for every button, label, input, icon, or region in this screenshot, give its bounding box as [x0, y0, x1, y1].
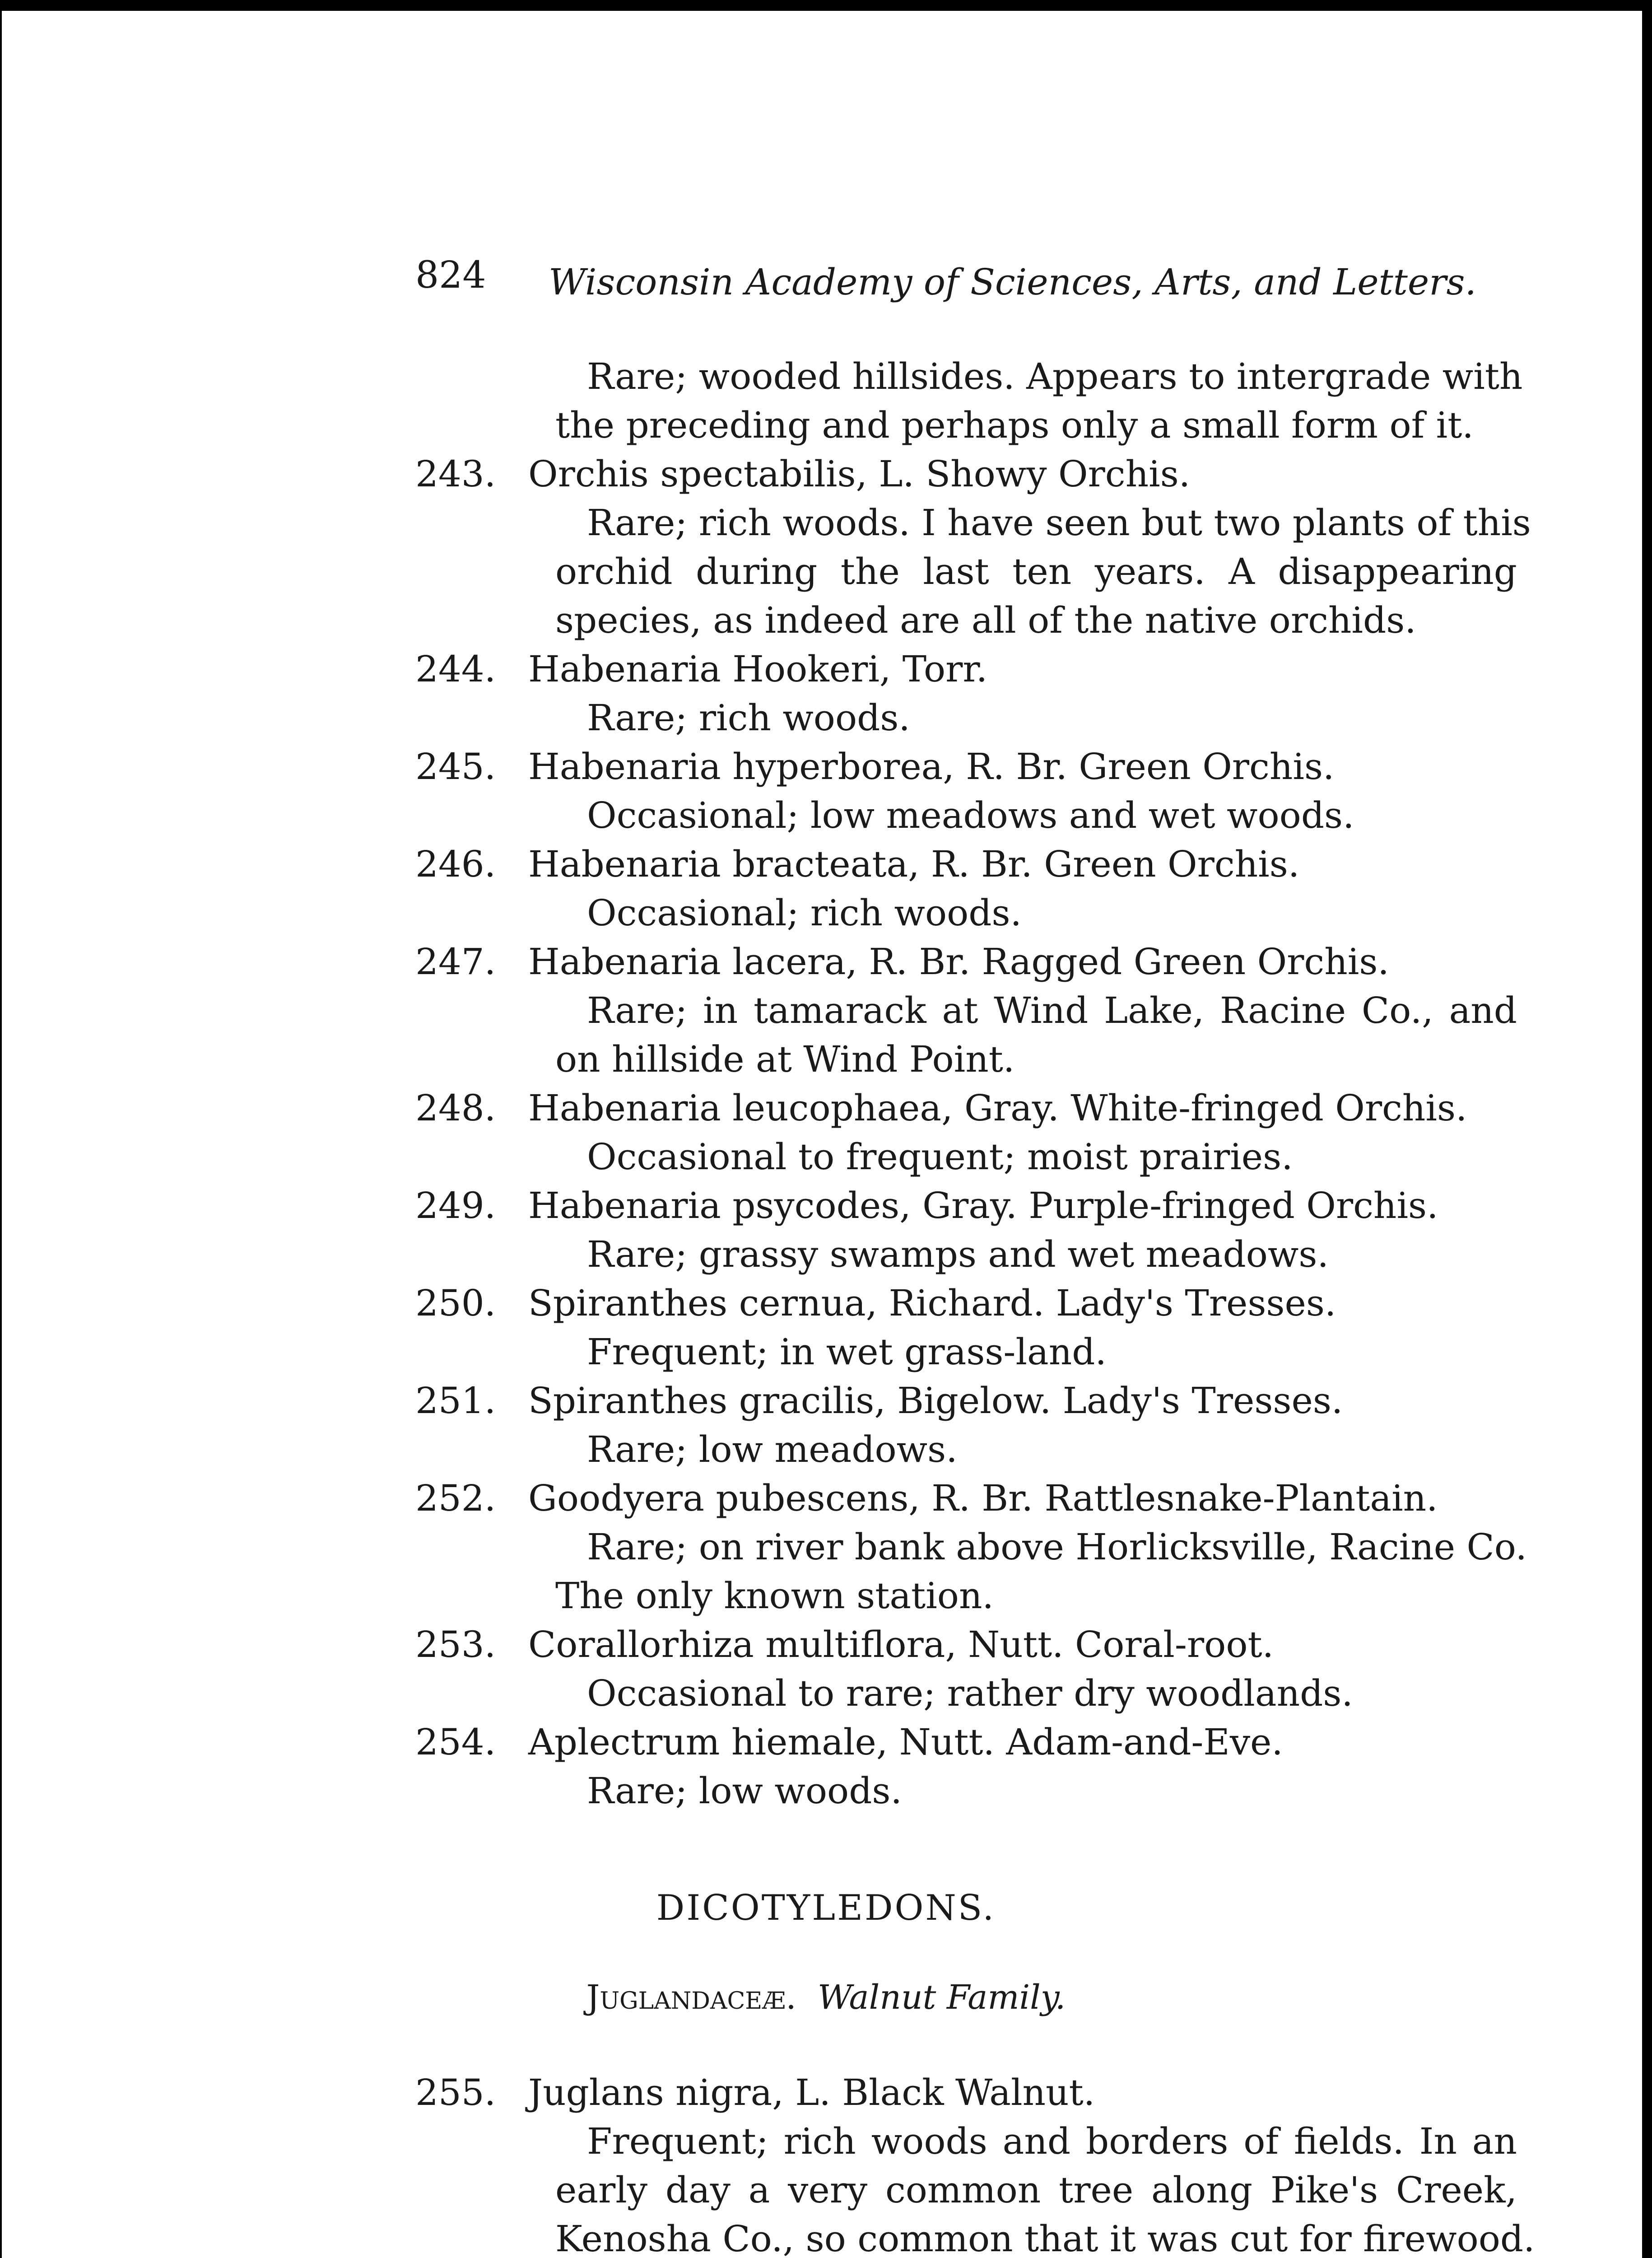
entry-251 [415, 1376, 1343, 1425]
entry-number: 253. [415, 1624, 496, 1666]
entry-desc: Frequent; rich woods and borders of fields. In an [587, 2120, 1517, 2162]
entry-name: Habenaria bracteata, R. Br. Green Orchis. [528, 843, 1300, 885]
entry-desc: Occasional; rich woods. [587, 892, 1022, 934]
entry-number: 249. [415, 1185, 496, 1227]
entry-number: 246. [415, 843, 496, 885]
entry-desc: Frequent; in wet grass-land. [587, 1331, 1107, 1373]
entry-desc: Occasional to frequent; moist prairies. [587, 1136, 1293, 1178]
entry-244 [415, 645, 987, 694]
entry-name: Corallorhiza multiflora, Nutt. Coral-root. [528, 1624, 1274, 1666]
entry-name: Habenaria hyperborea, R. Br. Green Orchis. [528, 746, 1335, 788]
page-number: 824 [415, 254, 486, 297]
entry-desc: Rare; on river bank above Horlicksville, Racine Co. [587, 1526, 1527, 1568]
entry-248 [415, 1084, 1467, 1133]
running-title: Wisconsin Academy of Sciences, Arts, and Letters. [549, 261, 1476, 303]
section-heading: DICOTYLEDONS. [656, 1888, 996, 1928]
entry-desc: Occasional; low meadows and wet woods. [587, 794, 1354, 836]
entry-255 [415, 2068, 1095, 2117]
entry-number: 245. [415, 746, 496, 788]
entry-247 [415, 938, 1389, 986]
entry-name: Habenaria lacera, R. Br. Ragged Green Orchis. [528, 941, 1389, 983]
entry-desc: Kenosha Co., so common that it was cut for firewood. [555, 2218, 1535, 2258]
entry-desc: species, as indeed are all of the native orchids. [555, 599, 1416, 641]
entry-name: Juglans nigra, L. Black Walnut. [528, 2071, 1095, 2113]
family-common: Walnut Family. [817, 1978, 1066, 2017]
entry-name: Habenaria psycodes, Gray. Purple-fringed Orchis. [528, 1185, 1438, 1227]
entry-254 [415, 1718, 1283, 1767]
entry-number: 244. [415, 648, 496, 690]
entry-number: 255. [415, 2071, 496, 2113]
entry-name: Aplectrum hiemale, Nutt. Adam-and-Eve. [528, 1721, 1283, 1763]
entry-number: 251. [415, 1380, 496, 1422]
entry-name: Goodyera pubescens, R. Br. Rattlesnake-Plantain. [528, 1477, 1438, 1519]
family-heading [0, 1978, 1652, 2017]
entry-name: Habenaria Hookeri, Torr. [528, 648, 988, 690]
entry-desc: Rare; rich woods. I have seen but two plants of this [587, 502, 1531, 544]
entry-desc: Rare; grassy swamps and wet meadows. [587, 1233, 1329, 1275]
entry-number: 248. [415, 1087, 496, 1129]
entry-desc: Rare; in tamarack at Wind Lake, Racine Co., and [587, 989, 1517, 1031]
entry-desc: Occasional to rare; rather dry woodlands. [587, 1672, 1353, 1714]
entry-name: Orchis spectabilis, L. Showy Orchis. [528, 453, 1191, 495]
entry-number: 247. [415, 941, 496, 983]
entry-245 [415, 742, 1334, 791]
entry-name: Habenaria leucophaea, Gray. White-fringed Orchis. [528, 1087, 1467, 1129]
entry-number: 252. [415, 1477, 496, 1519]
family-latin: Juglandaceæ. [586, 1978, 796, 2017]
entry-desc: Rare; low woods. [587, 1770, 902, 1812]
entry-243 [415, 450, 1190, 499]
scan-border-top [0, 0, 1652, 11]
entry-desc: orchid during the last ten years. A disappearing [555, 551, 1517, 592]
entry-252 [415, 1474, 1438, 1523]
entry-name: Spiranthes cernua, Richard. Lady's Tresses. [528, 1282, 1336, 1324]
entry-desc: early day a very common tree along Pike's Creek, [555, 2169, 1517, 2211]
entry-desc: on hillside at Wind Point. [555, 1038, 1015, 1080]
intro-line: the preceding and perhaps only a small form of it. [555, 404, 1474, 446]
entry-250 [415, 1279, 1336, 1328]
entry-number: 254. [415, 1721, 496, 1763]
entry-253 [415, 1620, 1274, 1669]
entry-number: 243. [415, 453, 496, 495]
entry-number: 250. [415, 1282, 496, 1324]
entry-249 [415, 1181, 1438, 1230]
entry-desc: Rare; low meadows. [587, 1428, 958, 1470]
intro-line: Rare; wooded hillsides. Appears to intergrade with [587, 355, 1523, 397]
entry-desc: The only known station. [555, 1575, 994, 1617]
entry-name: Spiranthes gracilis, Bigelow. Lady's Tresses. [528, 1380, 1343, 1422]
entry-desc: Rare; rich woods. [587, 697, 910, 739]
entry-246 [415, 840, 1299, 889]
